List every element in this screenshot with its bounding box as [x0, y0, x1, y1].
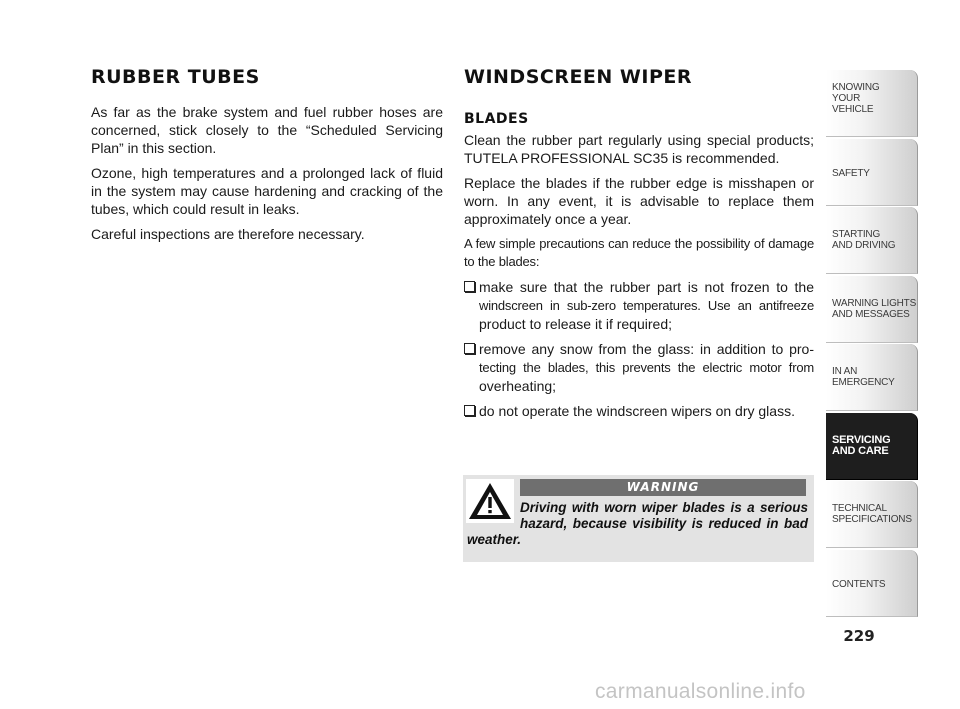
warning-text-container	[467, 500, 808, 548]
blades-paragraph: Clean the rubber part regularly using special products; TUTELA PROFESSIONAL SC35 is recommended.	[464, 131, 814, 166]
checkbox-bullet-icon	[464, 281, 475, 292]
tab-technical-specifications[interactable]	[826, 481, 918, 548]
checkbox-bullet-icon	[464, 343, 475, 354]
tab-label: SAFETY	[832, 167, 870, 179]
tab-safety[interactable]	[826, 139, 918, 206]
tab-in-an-emergency[interactable]	[826, 344, 918, 411]
page-number: 229	[843, 627, 875, 645]
tab-label: VEHICLE	[832, 104, 874, 115]
tab-knowing-your-vehicle[interactable]	[826, 70, 918, 137]
list-item	[464, 278, 814, 333]
tab-label: WARNING LIGHTS	[832, 297, 917, 309]
tab-warning-lights-and-messages[interactable]	[826, 276, 918, 343]
rubber-tubes-title: RUBBER TUBES	[91, 66, 260, 88]
warning-label: WARNING	[520, 479, 806, 496]
tab-label: STARTING	[832, 229, 881, 240]
tab-label: CONTENTS	[832, 578, 886, 590]
warning-text: Driving with worn wiper blades is a serious hazard, because visibility is reduced in bad weather.	[467, 500, 808, 547]
rubber-tubes-paragraph: As far as the brake system and fuel rubber hoses are concerned, stick closely to the “Scheduled Servicing Plan” in this section.	[91, 103, 443, 156]
list-item-text: make sure that the rubber part is not frozen to the	[479, 278, 814, 295]
tab-label: AND MESSAGES	[832, 308, 910, 320]
watermark: carmanualsonline.info	[595, 680, 806, 703]
warning-box	[463, 475, 814, 562]
list-item-text: windscreen in sub-zero temperatures. Use an antifreeze	[479, 297, 814, 313]
chapter-tabs	[826, 70, 918, 618]
tab-starting-and-driving[interactable]	[826, 207, 918, 274]
rubber-tubes-section	[91, 66, 443, 250]
tab-contents[interactable]	[826, 550, 918, 617]
blades-paragraph: A few simple precautions can reduce the possibility of damage to the blades:	[464, 235, 814, 269]
tab-label: AND DRIVING	[832, 240, 896, 251]
windscreen-wiper-title: WINDSCREEN WIPER	[464, 66, 692, 88]
tab-label: YOUR	[832, 93, 861, 104]
rubber-tubes-paragraph: Careful inspections are therefore necessary.	[91, 225, 365, 242]
checkbox-bullet-icon	[464, 405, 475, 416]
tab-label: IN AN	[832, 366, 858, 377]
tab-label: TECHNICAL	[832, 503, 887, 514]
windscreen-wiper-section	[464, 66, 814, 427]
rubber-tubes-paragraph: Ozone, high temperatures and a prolonged lack of fluid in the system may cause hardening and cracking of the tubes, which could result in leaks.	[91, 164, 443, 217]
tab-label: SPECIFICATIONS	[832, 514, 912, 525]
tab-label: SERVICING	[832, 433, 891, 446]
list-item-text: tecting the blades, this prevents the electric motor from	[479, 359, 814, 375]
list-item-text: remove any snow from the glass: in addition to pro-	[479, 340, 814, 357]
tab-label: KNOWING	[832, 82, 880, 93]
tab-servicing-and-care[interactable]	[826, 413, 918, 480]
list-item-text: do not operate the windscreen wipers on dry glass.	[479, 402, 795, 419]
precautions-list	[464, 278, 814, 420]
list-item	[464, 340, 814, 395]
tab-label: EMERGENCY	[832, 377, 895, 388]
blades-paragraph: Replace the blades if the rubber edge is misshapen or worn. In any event, it is advisable to replace them approximately once a year.	[464, 174, 814, 227]
list-item	[464, 402, 814, 420]
list-item-text: overheating;	[479, 377, 557, 394]
tab-label: AND CARE	[832, 444, 889, 457]
blades-subtitle: BLADES	[464, 110, 529, 127]
list-item-text: product to release it if required;	[479, 315, 672, 332]
